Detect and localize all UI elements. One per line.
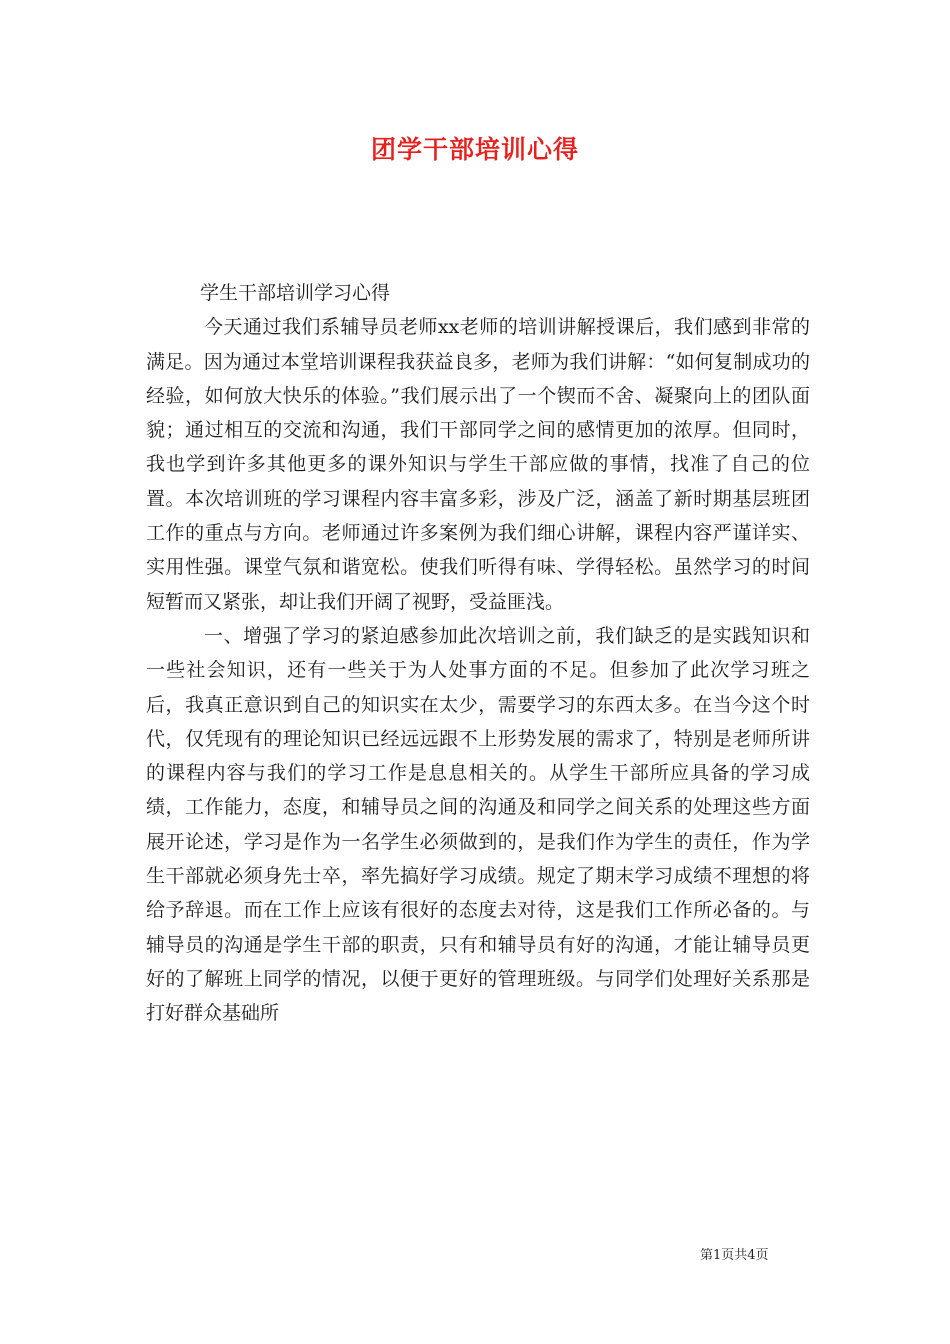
document-title: 团学干部培训心得 <box>370 135 579 164</box>
page-number: 第1页共4页 <box>700 1248 769 1263</box>
paragraph-2: 一、增强了学习的紧迫感参加此次培训之前，我们缺乏的是实践知识和一些社会知识，还有一些关于为人处事方面的不足。但参加了此次学习班之后，我真正意识到自己的知识实在太少，需要学习的东西太多。在当今这个时代，仅凭现有的理论知识已经远远跟不上形势发展的需求了，特别是老师所讲的课程内容与我们的学习工作是息息相关的。从学生干部所应具备的学习成绩，工作能力，态度，和辅导员之间的沟通及和同学之间关系的处理这些方面展开论述，学习是作为一名学生必须做到的，是我们作为学生的责任，作为学生干部就必须身先士卒，率先搞好学习成绩。规定了期末学习成绩不理想的将给予辞退。而在工作上应该有很好的态度去对待，这是我们工作所必备的。与辅导员的沟通是学生干部的职责，只有和辅导员有好的沟通，才能让辅导员更好的了解班上同学的情况，以便于更好的管理班级。与同学们处理好关系那是打好群众基础所 <box>146 624 810 1025</box>
document-body <box>146 276 810 1031</box>
paragraph-1: 今天通过我们系辅导员老师xx老师的培训讲解授课后，我们感到非常的满足。因为通过本堂培训课程我获益良多，老师为我们讲解：“如何复制成功的经验，如何放大快乐的体验。”我们展示出了一个锲而不舍、凝聚向上的团队面貌；通过相互的交流和沟通，我们干部同学之间的感情更加的浓厚。但同时，我也学到许多其他更多的课外知识与学生干部应做的事情，找准了自己的位置。本次培训班的学习课程内容丰富多彩，涉及广泛，涵盖了新时期基层班团工作的重点与方向。老师通过许多案例为我们细心讲解，课程内容严谨详实、实用性强。课堂气氛和谐宽松。使我们听得有味、学得轻松。虽然学习的时间短暂而又紧张，却让我们开阔了视野，受益匪浅。 <box>146 316 810 613</box>
document-subtitle: 学生干部培训学习心得 <box>200 282 391 304</box>
